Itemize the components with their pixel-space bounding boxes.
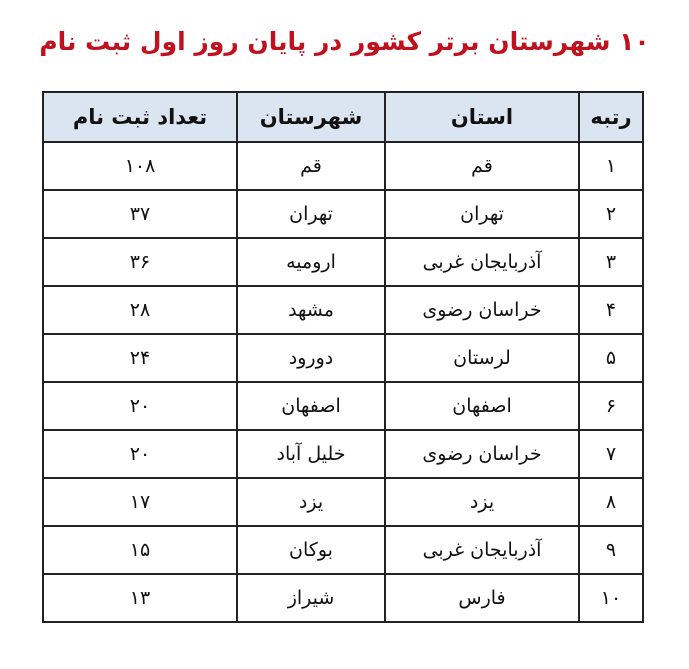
rank-cell: ۱۰ xyxy=(579,574,643,622)
rank-cell: ۶ xyxy=(579,382,643,430)
count-cell: ۲۰ xyxy=(43,382,237,430)
rank-cell: ۱ xyxy=(579,142,643,190)
province-cell: خراسان رضوی xyxy=(385,286,579,334)
rank-cell: ۴ xyxy=(579,286,643,334)
ranking-table xyxy=(42,91,644,623)
table-row xyxy=(43,190,643,238)
table-row xyxy=(43,334,643,382)
count-cell: ۲۸ xyxy=(43,286,237,334)
province-cell: آذربایجان غربی xyxy=(385,238,579,286)
table-row xyxy=(43,574,643,622)
header-province: استان xyxy=(385,92,579,142)
province-cell: قم xyxy=(385,142,579,190)
rank-cell: ۵ xyxy=(579,334,643,382)
table-row xyxy=(43,142,643,190)
province-cell: تهران xyxy=(385,190,579,238)
count-cell: ۱۳ xyxy=(43,574,237,622)
header-count: تعداد ثبت نام xyxy=(43,92,237,142)
rank-cell: ۲ xyxy=(579,190,643,238)
province-cell: فارس xyxy=(385,574,579,622)
province-cell: خراسان رضوی xyxy=(385,430,579,478)
city-cell: اصفهان xyxy=(237,382,385,430)
header-rank: رتبه xyxy=(579,92,643,142)
city-cell: یزد xyxy=(237,478,385,526)
table-header-row xyxy=(43,92,643,142)
count-cell: ۳۷ xyxy=(43,190,237,238)
rank-cell: ۷ xyxy=(579,430,643,478)
city-cell: بوکان xyxy=(237,526,385,574)
count-cell: ۱۷ xyxy=(43,478,237,526)
rank-cell: ۹ xyxy=(579,526,643,574)
table-row xyxy=(43,478,643,526)
province-cell: یزد xyxy=(385,478,579,526)
city-cell: ارومیه xyxy=(237,238,385,286)
city-cell: مشهد xyxy=(237,286,385,334)
page-title: ۱۰ شهرستان برتر کشور در پایان روز اول ثبت نام xyxy=(39,27,650,56)
table-row xyxy=(43,430,643,478)
city-cell: دورود xyxy=(237,334,385,382)
table-row xyxy=(43,526,643,574)
rank-cell: ۸ xyxy=(579,478,643,526)
count-cell: ۱۵ xyxy=(43,526,237,574)
province-cell: اصفهان xyxy=(385,382,579,430)
city-cell: قم xyxy=(237,142,385,190)
header-city: شهرستان xyxy=(237,92,385,142)
province-cell: آذربایجان غربی xyxy=(385,526,579,574)
table-row xyxy=(43,286,643,334)
city-cell: شیراز xyxy=(237,574,385,622)
city-cell: تهران xyxy=(237,190,385,238)
city-cell: خلیل آباد xyxy=(237,430,385,478)
province-cell: لرستان xyxy=(385,334,579,382)
table-row xyxy=(43,382,643,430)
table-row xyxy=(43,238,643,286)
count-cell: ۲۰ xyxy=(43,430,237,478)
rank-cell: ۳ xyxy=(579,238,643,286)
count-cell: ۱۰۸ xyxy=(43,142,237,190)
count-cell: ۲۴ xyxy=(43,334,237,382)
count-cell: ۳۶ xyxy=(43,238,237,286)
